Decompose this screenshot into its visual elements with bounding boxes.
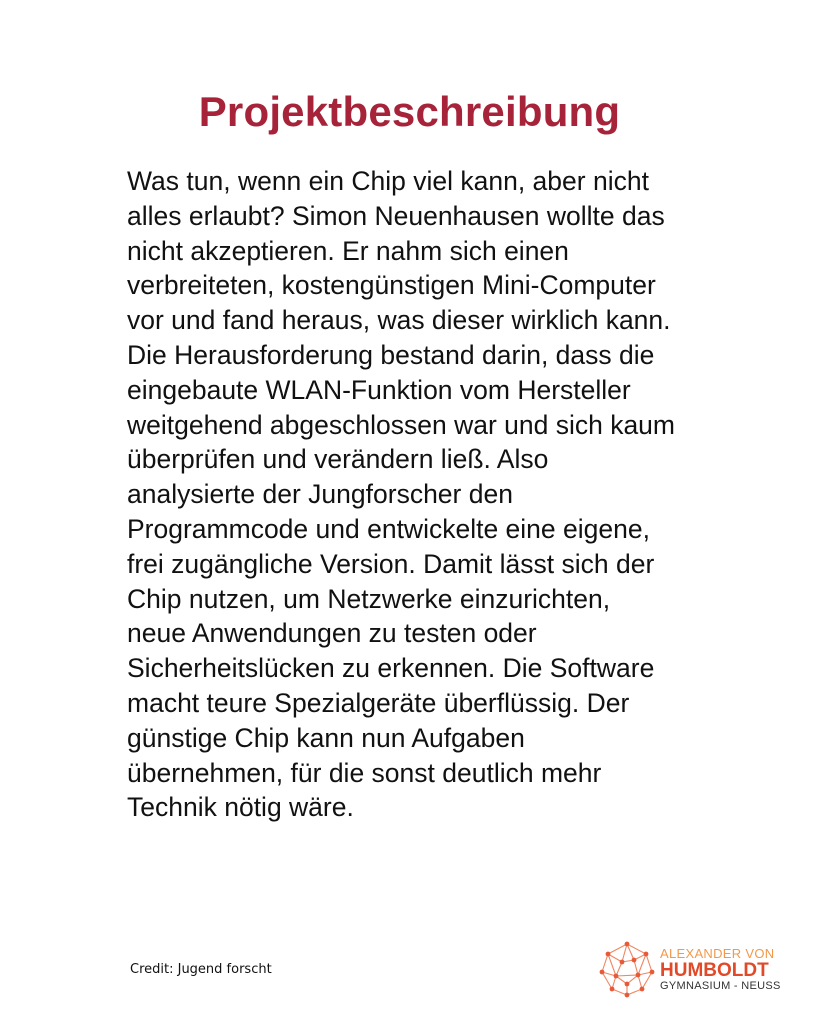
description-line: weitgehend abgeschlossen war und sich kaum — [127, 409, 675, 440]
image-credit: Credit: Jugend forscht — [130, 962, 272, 977]
school-logo — [598, 940, 798, 1000]
description-line: überprüfen und verändern ließ. Also — [127, 444, 549, 475]
description-line: Technik nötig wäre. — [127, 792, 354, 823]
description-line: analysierte der Jungforscher den — [127, 479, 513, 510]
description-line: frei zugängliche Version. Damit lässt sich der — [127, 548, 655, 579]
description-line: Chip nutzen, um Netzwerke einzurichten, — [127, 583, 611, 614]
description-line: neue Anwendungen zu testen oder — [127, 618, 537, 649]
description-line: Die Herausforderung bestand darin, dass die — [127, 339, 655, 370]
page-title: Projektbeschreibung — [198, 88, 621, 135]
description-line: Programmcode und entwickelte eine eigene, — [127, 513, 650, 544]
description-line: verbreiteten, kostengünstigen Mini-Computer — [127, 270, 656, 301]
description-line: Sicherheitslücken zu erkennen. Die Software — [127, 653, 655, 684]
description-line: alles erlaubt? Simon Neuenhausen wollte das — [127, 200, 665, 231]
description-line: vor und fand heraus, was dieser wirklich kann. — [127, 305, 671, 336]
project-description — [127, 164, 767, 825]
network-globe-icon — [598, 940, 656, 998]
description-line: nicht akzeptieren. Er nahm sich einen — [127, 235, 569, 266]
description-line: übernehmen, für die sonst deutlich mehr — [127, 757, 602, 788]
description-line: macht teure Spezialgeräte überflüssig. Der — [127, 687, 630, 718]
description-line: günstige Chip kann nun Aufgaben — [127, 722, 525, 753]
logo-line-1: ALEXANDER VON — [660, 946, 775, 961]
description-line: eingebaute WLAN-Funktion vom Hersteller — [127, 374, 631, 405]
logo-wordmark — [660, 946, 800, 992]
description-line: Was tun, wenn ein Chip viel kann, aber nicht — [127, 166, 649, 196]
logo-line-3: GYMNASIUM - NEUSS — [660, 980, 781, 992]
logo-line-2: HUMBOLDT — [660, 960, 769, 981]
